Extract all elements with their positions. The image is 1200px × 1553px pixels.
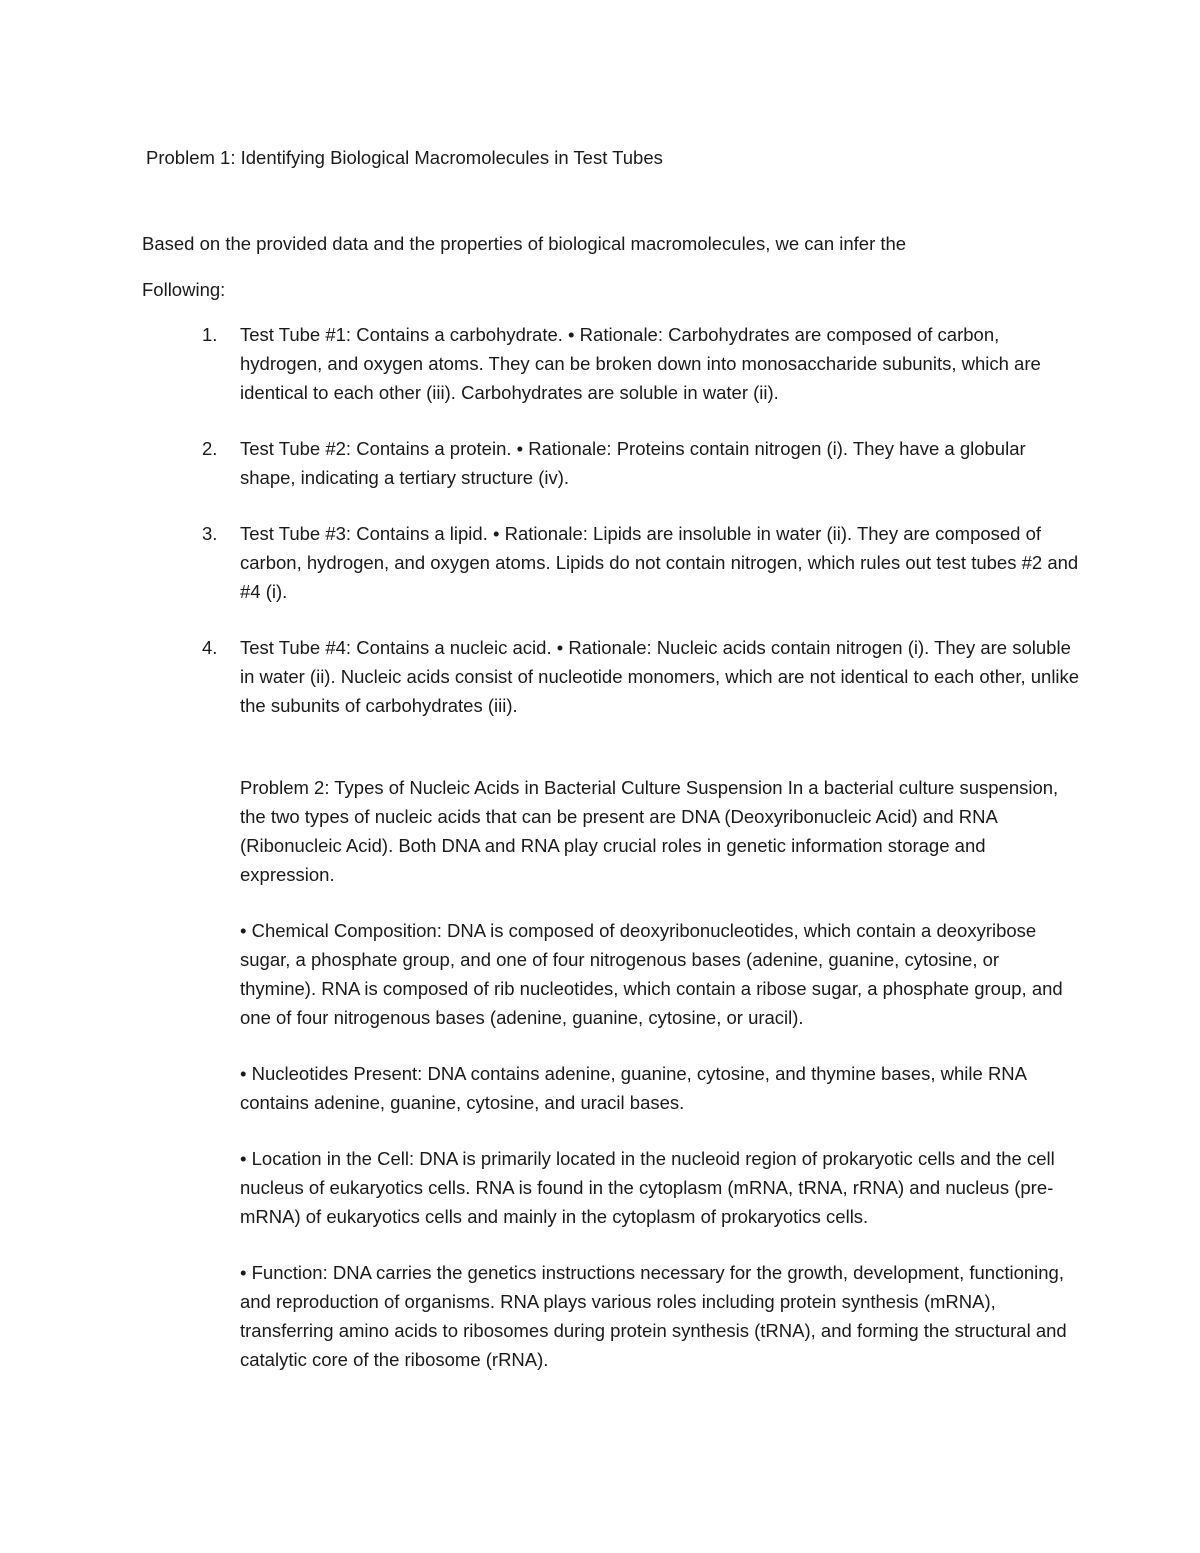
bullet-location-in-cell: • Location in the Cell: DNA is primarily located in the nucleoid region of prokaryotic cells and the cell nucleus of eukaryotics cells. RNA is found in the cytoplasm (mRNA, tRNA, rRNA) and nucleus (pre-mRNA) of eukaryotics cells and mainly in the cytoplasm of prokaryotics cells. — [240, 1148, 1055, 1227]
list-item — [200, 519, 1080, 606]
list-item-number: 3. — [202, 523, 218, 544]
list-item-text: Test Tube #4: Contains a nucleic acid. • Rationale: Nucleic acids contain nitrogen (i). They are soluble in water (ii). Nucleic acids consist of nucleotide monomers, which are not identical to each other, unlike the subunits of carbohydrates (iii). — [240, 637, 1080, 716]
test-tube-list — [200, 320, 1080, 747]
problem1-intro-line1: Based on the provided data and the properties of biological macromolecules, we can infer the — [142, 233, 907, 254]
bullet-chemical-composition: • Chemical Composition: DNA is composed of deoxyribonucleotides, which contain a deoxyribose sugar, a phosphate group, and one of four nitrogenous bases (adenine, guanine, cytosine, or thymine). RNA is composed of rib nucleotides, which contain a ribose sugar, a phosphate group, and one of four nitrogenous bases (adenine, guanine, cytosine, or uracil). — [240, 920, 1063, 1028]
list-item — [200, 320, 1080, 407]
problem2-section — [240, 773, 1070, 1401]
problem1-title: Problem 1: Identifying Biological Macromolecules in Test Tubes — [146, 147, 663, 168]
problem2-intro: Problem 2: Types of Nucleic Acids in Bacterial Culture Suspension In a bacterial culture suspension, the two types of nucleic acids that can be present are DNA (Deoxyribonucleic Acid) and RNA (Ribonucleic Acid). Both DNA and RNA play crucial roles in genetic information storage and expression. — [240, 777, 1059, 885]
list-item-text: Test Tube #2: Contains a protein. • Rationale: Proteins contain nitrogen (i). They have a globular shape, indicating a tertiary structure (iv). — [240, 438, 1026, 488]
list-item-text: Test Tube #1: Contains a carbohydrate. • Rationale: Carbohydrates are composed of carbon, hydrogen, and oxygen atoms. They can be broken down into monosaccharide subunits, which are identical to each other (iii). Carbohydrates are soluble in water (ii). — [240, 324, 1041, 403]
list-item-number: 1. — [202, 324, 218, 345]
list-item-number: 2. — [202, 438, 218, 459]
list-item-text: Test Tube #3: Contains a lipid. • Rationale: Lipids are insoluble in water (ii). They are composed of carbon, hydrogen, and oxygen atoms. Lipids do not contain nitrogen, which rules out test tubes #2 and #4 (i). — [240, 523, 1079, 602]
list-item — [200, 434, 1080, 492]
bullet-nucleotides-present: • Nucleotides Present: DNA contains adenine, guanine, cytosine, and thymine bases, while RNA contains adenine, guanine, cytosine, and uracil bases. — [240, 1063, 1026, 1113]
list-item — [200, 633, 1080, 720]
list-item-number: 4. — [202, 637, 218, 658]
bullet-function: • Function: DNA carries the genetics instructions necessary for the growth, development, functioning, and reproduction of organisms. RNA plays various roles including protein synthesis (mRNA), transferring amino acids to ribosomes during protein synthesis (tRNA), and forming the structural and catalytic core of the ribosome (rRNA). — [240, 1262, 1067, 1370]
problem1-intro-line2: Following: — [142, 279, 226, 300]
